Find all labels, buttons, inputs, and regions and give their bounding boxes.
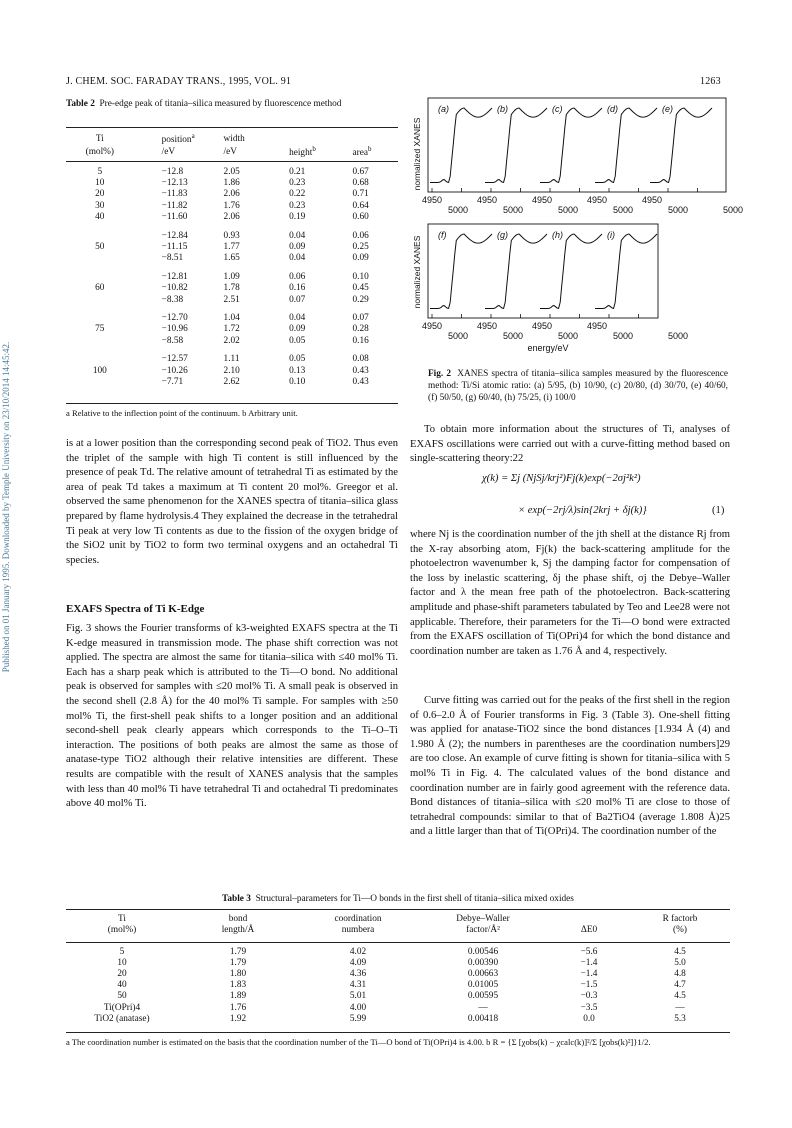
table-cell: 0.21	[289, 166, 306, 177]
table-cell: 0.05	[289, 354, 306, 365]
table-row	[66, 991, 730, 1002]
table-cell: 0.00418	[467, 1013, 499, 1024]
figure2-label: Fig. 2	[428, 369, 452, 379]
table-row	[66, 189, 398, 200]
x-tick-label: 4950	[532, 195, 553, 205]
right-paragraph-3: Curve fitting was carried out for the peaks of the first shell in the region of 0.6–2.0 Å of Fourier transforms in Fig. 3 (Table 3). One-shell fitting was applied for anatase-TiO2 since the bond distances [1.934 Å (4) and 1.980 Å (2); the numbers in parentheses are the coordination numbers]29 are too close. An example of curve fitting is shown for titania–silica with 5 mol% Ti in Fig. 4. The calculated values of the bond distance and coordination number are in fairly good agreement with the reference data. Bond distances of titania–silica with ≤20 mol% Ti are close to those of tetrahedral compounds: similar to that of Ba2TiO4 (average 1.808 Å)25 and a little larger than that of Ti(OPri)4. The coordination number of the	[410, 695, 730, 838]
table-cell: 5.99	[349, 1013, 367, 1024]
right-paragraph-1: To obtain more information about the structures of Ti, analyses of EXAFS oscillations were carried out with a curve-fitting method based on single-scattering theory:22	[410, 424, 730, 465]
table-cell: 1.89	[229, 991, 247, 1002]
table-cell: 1.65	[223, 253, 240, 264]
section-heading-exafs: EXAFS Spectra of Ti K-Edge	[66, 603, 205, 615]
table-cell	[66, 253, 134, 264]
table3-label: Table 3	[222, 894, 251, 904]
table3-header-cell: coordination	[334, 913, 382, 924]
table-cell	[66, 312, 134, 323]
table-cell: 0.43	[352, 365, 369, 376]
table-row	[66, 166, 398, 177]
x-tick-label: 5000	[503, 205, 524, 215]
table-cell: 0.10	[289, 376, 306, 387]
table-cell: 5	[119, 946, 125, 957]
table-row	[66, 241, 398, 252]
table3-header-cell: Debye–Waller	[456, 913, 510, 924]
table2-header-cell	[277, 132, 336, 145]
table-cell: 0.09	[289, 242, 306, 253]
table3-header-cell: factor/Å²	[466, 924, 500, 935]
table3-header-row	[66, 913, 730, 924]
table-cell: 40	[95, 212, 105, 223]
table-cell: 0.45	[352, 283, 369, 294]
table-cell: −1.4	[580, 968, 598, 979]
table-cell: 0.0	[583, 1013, 595, 1024]
table-row	[66, 353, 398, 364]
table-cell: 0.06	[352, 230, 369, 241]
table-cell: 50	[117, 991, 127, 1002]
y-axis-label: normalized XANES	[412, 235, 422, 309]
table3-body	[66, 946, 730, 1024]
table3-top-rule	[66, 909, 730, 910]
panel-label: (e)	[662, 104, 673, 114]
table-cell: 75	[95, 324, 105, 335]
table-cell: −5.6	[580, 946, 598, 957]
table-cell: 2.10	[223, 365, 240, 376]
table-cell: −11.60	[161, 212, 188, 223]
x-tick-label: 4950	[532, 321, 553, 331]
table-cell: 0.23	[289, 200, 306, 211]
panel-label: (d)	[607, 104, 618, 114]
table-cell: 0.22	[289, 189, 306, 200]
table2-header-cell: (mol%)	[85, 146, 115, 157]
table-cell: 1.04	[223, 312, 240, 323]
table-cell: 60	[95, 283, 105, 294]
table2-bottom-rule	[66, 403, 398, 404]
table-row	[66, 212, 398, 223]
table-row	[66, 335, 398, 346]
table-cell: —	[478, 1002, 488, 1013]
table-cell: 0.67	[352, 166, 369, 177]
panel-label: (i)	[607, 230, 615, 240]
x-tick-label: 5000	[448, 205, 469, 215]
table-cell: 0.06	[289, 271, 306, 282]
table-row	[66, 946, 730, 957]
table-cell	[66, 271, 134, 282]
x-tick-label: 5000	[613, 331, 634, 341]
table-row	[66, 230, 398, 241]
table-cell: 0.09	[352, 253, 369, 264]
x-tick-label: 4950	[477, 321, 498, 331]
panel-label: (a)	[438, 104, 449, 114]
equation-number: (1)	[712, 505, 725, 516]
table-cell: −0.3	[580, 991, 598, 1002]
table2-header	[66, 132, 398, 158]
table-cell: −10.26	[161, 365, 188, 376]
table-row	[66, 283, 398, 294]
table3-header-cell: Ti	[118, 913, 126, 924]
table-row	[66, 177, 398, 188]
xanes-curve	[430, 234, 492, 309]
equation-line-1: χ(k) = Σj (NjSj/krj²)Fj(k)exp(−2σj²k²)	[482, 473, 641, 484]
table-cell: −12.81	[161, 271, 188, 282]
table-cell: −1.5	[580, 980, 598, 991]
table-cell: 0.07	[352, 312, 369, 323]
table-row	[66, 968, 730, 979]
table2-caption-text: Pre-edge peak of titania–silica measured by fluorescence method	[99, 99, 342, 109]
table-cell: 2.05	[223, 166, 240, 177]
table-cell: —	[675, 1002, 685, 1013]
table2-header-cell: area$^b$	[352, 145, 372, 159]
table-cell: 0.10	[352, 271, 369, 282]
panel-label: (g)	[497, 230, 508, 240]
table-cell: 1.92	[229, 1013, 247, 1024]
x-tick-label: 4950	[587, 321, 608, 331]
x-tick-label: 5000	[668, 331, 689, 341]
table3-header-cell: bond	[228, 913, 248, 924]
table-cell: −10.82	[161, 283, 188, 294]
table-cell: 50	[95, 242, 105, 253]
panel-label: (f)	[438, 230, 447, 240]
table-cell: 0.29	[352, 294, 369, 305]
table-cell: −12.84	[161, 230, 188, 241]
table2-header-rule	[66, 161, 398, 162]
table-cell: 1.78	[223, 283, 240, 294]
table-cell: 0.16	[289, 283, 306, 294]
xanes-curve	[650, 108, 712, 183]
xanes-curve	[485, 108, 547, 183]
download-watermark: Published on 01 January 1995. Downloaded by Temple University on 23/10/2014 14:45:42.	[1, 341, 11, 673]
y-axis-label: normalized XANES	[412, 117, 422, 191]
table-cell: 1.86	[223, 178, 240, 189]
table-cell: 10	[117, 957, 127, 968]
figure2-caption	[428, 368, 728, 404]
xanes-curve	[540, 108, 602, 183]
table-cell: −11.15	[161, 242, 188, 253]
table-cell: 5.3	[674, 1013, 686, 1024]
panel-label: (c)	[552, 104, 563, 114]
table2-header-row	[66, 145, 398, 158]
x-tick-label: 5000	[613, 205, 634, 215]
table-cell: 4.09	[349, 957, 367, 968]
table2-header-cell: /eV	[223, 146, 237, 157]
table-cell: 5	[97, 166, 103, 177]
table-row	[66, 980, 730, 991]
table-cell: −11.83	[161, 189, 188, 200]
table-row	[66, 253, 398, 264]
table2-caption	[66, 98, 398, 110]
table-cell: −8.51	[161, 253, 184, 264]
xanes-curve	[595, 234, 657, 309]
table3-footnote: a The coordination number is estimated on the basis that the coordination number of the Ti—O bond of Ti(OPri)4 is 4.00. b R = {Σ [χobs(k) − χcalc(k)]²/Σ [χobs(k)²]}1/2.	[66, 1037, 651, 1047]
x-tick-label: 4950	[422, 195, 443, 205]
table-cell: 4.36	[349, 968, 367, 979]
x-tick-label: 5000	[723, 205, 744, 215]
table-cell	[66, 294, 134, 305]
table-cell: 0.68	[352, 178, 369, 189]
table-cell: 4.00	[349, 1002, 367, 1013]
table-cell: 10	[95, 178, 105, 189]
x-tick-label: 4950	[642, 195, 663, 205]
table-cell: −12.13	[161, 178, 188, 189]
left-paragraph-2: Fig. 3 shows the Fourier transforms of k3-weighted EXAFS spectra at the Ti K-edge measured in transmission mode. The phase shift correction was not applied. The spectra are almost the same for titania–silica with ≤40 mol% Ti. Each has a sharp peak which is attributed to the Ti—O bond. No additional peak is observed for samples with ≤20 mol% Ti. A small peak is observed in the second shell (2.8 Å) for the 40 mol% Ti sample. For samples with ≥50 mol% Ti, the first-shell peak shifts to a longer position and an additional second-shell peak clearly appears which corresponds to the Ti–O–Ti interaction. The positions of both peaks are almost the same as those of anatase-type TiO2 although their relative intensities are different. These results are compatible with the result of XANES analysis that the samples with less than 40 mol% Ti have tetrahedral Ti and octahedral Ti predominates above 40 mol% Ti.	[66, 623, 398, 810]
table-cell: 0.64	[352, 200, 369, 211]
table-cell	[66, 376, 134, 387]
table-cell: 0.09	[289, 324, 306, 335]
table3-header-rule	[66, 942, 730, 943]
table-cell: 30	[95, 200, 105, 211]
table-row	[66, 271, 398, 282]
table-cell: 0.13	[289, 365, 306, 376]
table-cell: 1.77	[223, 242, 240, 253]
table-cell: 1.76	[223, 200, 240, 211]
table2-header-cell: /eV	[161, 146, 176, 157]
table2-header-cell: height$^b$	[289, 145, 316, 159]
table-cell: 2.51	[223, 294, 240, 305]
table2-header-cell	[336, 132, 398, 145]
table3-header-cell: length/Å	[221, 924, 255, 935]
table-row	[66, 324, 398, 335]
table-cell: 1.83	[229, 980, 247, 991]
table-cell: 5.01	[349, 991, 367, 1002]
page-number: 1263	[700, 76, 721, 87]
table-cell: −11.82	[161, 200, 188, 211]
table-cell: 0.04	[289, 230, 306, 241]
table-cell: 1.76	[229, 1002, 247, 1013]
table-cell: 0.00663	[467, 968, 499, 979]
table2-top-rule	[66, 127, 398, 128]
table-cell: 0.00595	[467, 991, 499, 1002]
table-cell: −10.96	[161, 324, 188, 335]
table2	[66, 132, 398, 158]
table-cell: 0.05	[289, 335, 306, 346]
table-cell: −12.8	[161, 166, 184, 177]
table-cell: 2.62	[223, 376, 240, 387]
table2-header-row	[66, 132, 398, 145]
x-tick-label: 4950	[587, 195, 608, 205]
table-cell: 4.5	[674, 946, 686, 957]
table-cell: 5.0	[674, 957, 686, 968]
table-cell: −1.4	[580, 957, 598, 968]
table-cell: 20	[117, 968, 127, 979]
table3-header-cell	[548, 913, 630, 924]
table3-header-row	[66, 924, 730, 935]
table-row	[66, 200, 398, 211]
table-row	[66, 957, 730, 968]
table-cell: 0.00390	[467, 957, 499, 968]
figure2-xanes	[410, 92, 744, 360]
table3-header-cell: ΔE0	[580, 924, 598, 935]
table-cell: −8.38	[161, 294, 184, 305]
table2-label: Table 2	[66, 99, 95, 109]
table3-caption	[66, 893, 730, 905]
table-cell: 0.23	[289, 178, 306, 189]
table-cell: 0.19	[289, 212, 306, 223]
table2-header-cell: width	[223, 133, 245, 144]
table-cell: 0.04	[289, 312, 306, 323]
x-tick-label: 4950	[477, 195, 498, 205]
table2-body	[66, 166, 398, 388]
table-cell: 1.79	[229, 957, 247, 968]
table3-header-cell: (mol%)	[107, 924, 137, 935]
right-paragraph-2: where Nj is the coordination number of the jth shell at the distance Rj from the X-ray absorbing atom, Fj(k) the back-scattering amplitude for the photoelectron wavenumber k, Sj the damping factor for compensation of the loss by inelastic scattering, δj the phase shift, σj the Debye–Waller factor and λ the mean free path of the photoelectron. Back-scattering amplitude and phase-shift parameters tabulated by Teo and Lee28 were not applicable. Therefore, their parameters for the Ti—O bond were extracted from the EXAFS oscillation of Ti(OPri)4 for which the bond distance and coordination number are taken as 1.76 Å and 4, respectively.	[410, 529, 730, 657]
table-cell: 2.06	[223, 212, 240, 223]
table-cell: 4.8	[674, 968, 686, 979]
table-cell	[66, 353, 134, 364]
table3-header-cell: numbera	[341, 924, 375, 935]
table-cell: 0.00546	[467, 946, 499, 957]
table-cell: −8.58	[161, 335, 184, 346]
panel-label: (h)	[552, 230, 563, 240]
table-cell	[66, 230, 134, 241]
table-cell: 0.93	[223, 230, 240, 241]
table-cell: −7.71	[161, 376, 184, 387]
x-tick-label: 5000	[503, 331, 524, 341]
table3-header-cell: (%)	[673, 924, 687, 935]
table-cell: 0.43	[352, 376, 369, 387]
x-tick-label: 5000	[558, 205, 579, 215]
table-cell: 0.28	[352, 324, 369, 335]
xanes-curve	[540, 234, 602, 309]
table-cell: 4.31	[349, 980, 367, 991]
table-cell: 4.02	[349, 946, 367, 957]
equation-line-2: × exp(−2rj/λ)sin{2krj + δj(k)}	[518, 505, 647, 516]
table-cell: 1.09	[223, 271, 240, 282]
figure2-top-frame	[428, 98, 726, 192]
table3-caption-text: Structural–parameters for Ti—O bonds in the first shell of titania–silica mixed oxides	[255, 894, 574, 904]
xanes-curve	[430, 108, 492, 183]
table2-header-cell: position$^a$	[161, 132, 195, 146]
table2-footnote: a Relative to the inflection point of the continuum. b Arbitrary unit.	[66, 408, 298, 418]
table3-header-cell: R factorb	[662, 913, 698, 924]
table-cell: 0.16	[352, 335, 369, 346]
table-cell: 4.7	[674, 980, 686, 991]
table-cell: 1.11	[223, 354, 240, 365]
table-row	[66, 376, 398, 387]
table3-bottom-rule	[66, 1032, 730, 1033]
table-cell: −12.70	[161, 312, 188, 323]
x-tick-label: 5000	[668, 205, 689, 215]
table-cell: 0.08	[352, 354, 369, 365]
table3-header	[66, 913, 730, 935]
table-row	[66, 312, 398, 323]
x-tick-label: 5000	[448, 331, 469, 341]
table-cell: 0.07	[289, 294, 306, 305]
table-cell: 0.60	[352, 212, 369, 223]
table-cell: TiO2 (anatase)	[94, 1013, 150, 1024]
x-axis-label: energy/eV	[527, 343, 569, 353]
panel-label: (b)	[497, 104, 508, 114]
table-cell: 40	[117, 980, 127, 991]
table-cell: 1.72	[223, 324, 240, 335]
table-cell: 1.80	[229, 968, 247, 979]
table-cell: 0.01005	[467, 980, 499, 991]
xanes-curve	[485, 234, 547, 309]
table-row	[66, 1013, 730, 1024]
table-cell: 4.5	[674, 991, 686, 1002]
table-cell	[66, 335, 134, 346]
table-cell: 20	[95, 189, 105, 200]
left-paragraph-1: is at a lower position than the corresponding second peak of TiO2. Thus even the triplet of the sample with high Ti content is still influenced by the presence of peak Td. The relative amount of tetrahedral Ti as estimated by the area of peak Td takes a maximum at Ti content 20 mol%. Greegor et al. observed the same phenomenon for the XANES spectra of titania–silica glass prepared by flame hydrolysis.4 They explained the decrease in the tetrahedral Ti peak at very low Ti contents as due to the fission of the oxygen bridge of the SiO2 unit by TiO2 to form two terminal oxygens and an octahedral Ti species.	[66, 438, 398, 566]
figure2-caption-text: XANES spectra of titania–silica samples measured by the fluorescence method: Ti/Si atomic ratio: (a) 5/95, (b) 10/90, (c) 20/80, (d) 30/70, (e) 40/60, (f) 50/50, (g) 60/40, (h) 75/25, (i) 100/0	[428, 369, 728, 403]
table3	[66, 913, 730, 935]
x-tick-label: 5000	[558, 331, 579, 341]
table-cell: 2.02	[223, 335, 240, 346]
table-cell: −3.5	[580, 1002, 598, 1013]
table-row	[66, 365, 398, 376]
table-cell: 1.79	[229, 946, 247, 957]
table-cell: −12.57	[161, 354, 188, 365]
journal-header: J. CHEM. SOC. FARADAY TRANS., 1995, VOL. 91	[66, 76, 292, 87]
x-tick-label: 4950	[422, 321, 443, 331]
table-cell: 100	[92, 365, 107, 376]
table-cell: Ti(OPri)4	[103, 1002, 141, 1013]
table2-header-cell: Ti	[95, 133, 104, 144]
table-cell: 0.71	[352, 189, 369, 200]
table-cell: 0.25	[352, 242, 369, 253]
table-cell: 0.04	[289, 253, 306, 264]
xanes-curve	[595, 108, 657, 183]
table-cell: 2.06	[223, 189, 240, 200]
table-row	[66, 294, 398, 305]
table-row	[66, 1002, 730, 1013]
